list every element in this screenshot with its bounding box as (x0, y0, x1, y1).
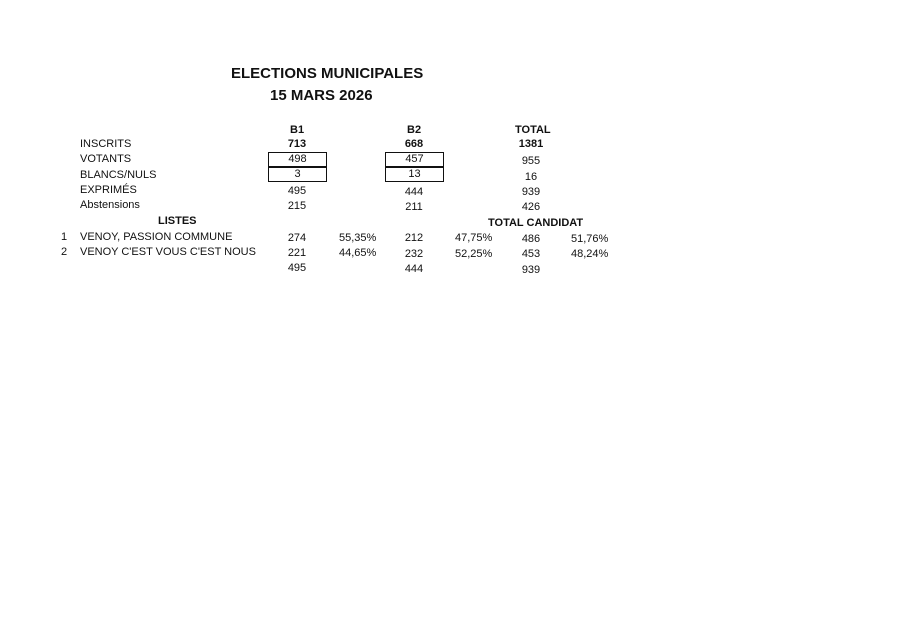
list-total-votes: 486 (521, 233, 541, 245)
list-b1-votes: 221 (287, 247, 307, 259)
page-title: ELECTIONS MUNICIPALES (231, 65, 424, 82)
list-b2-votes: 212 (404, 232, 424, 244)
grand-total: 939 (521, 264, 541, 276)
list-b2-percent: 47,75% (455, 232, 493, 244)
header-total-candidat: TOTAL CANDIDAT (488, 217, 584, 229)
list-total-percent: 51,76% (571, 233, 609, 245)
votants-total: 955 (521, 155, 541, 167)
votants-b1: 498 (268, 152, 327, 167)
list-total-percent: 48,24% (571, 248, 609, 260)
abstensions-total: 426 (521, 201, 541, 213)
blancs-nuls-b1: 3 (268, 167, 327, 182)
header-total: TOTAL (515, 124, 551, 136)
row-label-exprimes: EXPRIMÉS (80, 184, 137, 196)
grand-total-b1: 495 (287, 262, 307, 274)
votants-b2: 457 (385, 152, 444, 167)
blancs-nuls-total: 16 (524, 171, 538, 183)
list-number: 1 (61, 231, 68, 243)
exprimes-b2: 444 (404, 186, 424, 198)
row-label-abstensions: Abstensions (80, 199, 140, 211)
inscrits-total: 1381 (518, 138, 544, 150)
list-total-votes: 453 (521, 248, 541, 260)
header-b2: B2 (407, 124, 422, 136)
list-b1-votes: 274 (287, 232, 307, 244)
row-label-blancs-nuls: BLANCS/NULS (80, 169, 157, 181)
abstensions-b1: 215 (287, 200, 307, 212)
list-b1-percent: 55,35% (339, 232, 377, 244)
list-b2-votes: 232 (404, 248, 424, 260)
list-name: VENOY, PASSION COMMUNE (80, 231, 233, 243)
header-listes: LISTES (158, 215, 197, 227)
list-number: 2 (61, 246, 68, 258)
list-b2-percent: 52,25% (455, 248, 493, 260)
list-b1-percent: 44,65% (339, 247, 377, 259)
exprimes-b1: 495 (287, 185, 307, 197)
row-label-inscrits: INSCRITS (80, 138, 132, 150)
page-subtitle-date: 15 MARS 2026 (270, 87, 373, 104)
inscrits-b1: 713 (287, 138, 307, 150)
row-label-votants: VOTANTS (80, 153, 132, 165)
list-name: VENOY C'EST VOUS C'EST NOUS (80, 246, 256, 258)
exprimes-total: 939 (521, 186, 541, 198)
header-b1: B1 (290, 124, 305, 136)
grand-total-b2: 444 (404, 263, 424, 275)
inscrits-b2: 668 (404, 138, 424, 150)
blancs-nuls-b2: 13 (385, 167, 444, 182)
abstensions-b2: 211 (405, 201, 423, 213)
